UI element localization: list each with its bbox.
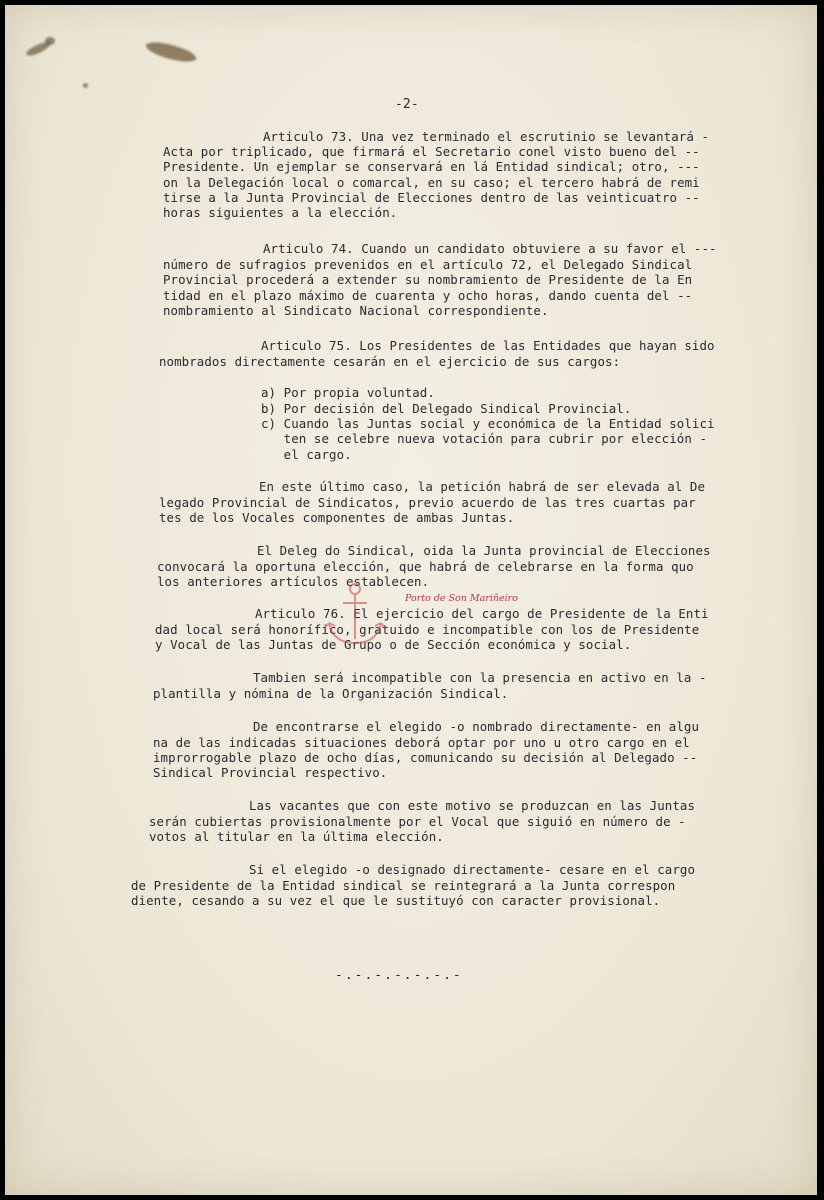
text-line: De encontrarse el elegido -o nombrado directamente- en algu — [253, 719, 700, 734]
list-item: b) Por decisión del Delegado Sindical Provincial. — [261, 401, 632, 416]
text-line: diente, cesando a su vez el que le sustituyó con caracter provisional. — [131, 893, 661, 908]
text-line: Articulo 76. El ejercicio del cargo de Presidente de la Enti — [255, 606, 709, 621]
page-number: -2- — [395, 97, 419, 112]
text-line: Articulo 75. Los Presidentes de las Entidades que hayan sido — [261, 338, 715, 353]
text-line: los anteriores artículos establecen. — [157, 574, 430, 589]
text-line: Acta por triplicado, que firmará el Secretario conel visto bueno del -- — [163, 144, 700, 159]
text-line: dad local será honorífico, gratuido e incompatible con los de Presidente — [155, 622, 700, 637]
text-line: tes de los Vocales componentes de ambas Juntas. — [159, 510, 515, 525]
text-line: de Presidente de la Entidad sindical se reintegrará a la Junta correspon — [131, 878, 676, 893]
text-line: na de las indicadas situaciones deborá optar por uno u otro cargo en el — [153, 735, 690, 750]
text-line: número de sufragios prevenidos en el artículo 72, el Delegado Sindical — [163, 257, 693, 272]
text-line: convocará la oportuna elección, que habrá de celebrarse en la forma quo — [157, 559, 694, 574]
text-line: El Deleg do Sindical, oida la Junta provincial de Elecciones — [257, 543, 711, 558]
document-page — [5, 5, 817, 1195]
text-line: Articulo 74. Cuando un candidato obtuviere a su favor el --- — [263, 241, 717, 256]
text-line: votos al titular en la última elección. — [149, 829, 444, 844]
text-line: nombramiento al Sindicato Nacional correspondiente. — [163, 303, 549, 318]
text-line: tidad en el plazo máximo de cuarenta y ocho horas, dando cuenta del -- — [163, 288, 693, 303]
list-item: a) Por propia voluntad. — [261, 385, 435, 400]
text-line: plantilla y nómina de la Organización Sindical. — [153, 686, 509, 701]
text-line: Presidente. Un ejemplar se conservará en lá Entidad sindical; otro, --- — [163, 159, 700, 174]
text-line: nombrados directamente cesarán en el ejercicio de sus cargos: — [159, 354, 621, 369]
anchor-stamp-icon — [319, 571, 415, 653]
closing-divider: -.-.-.-.-.-.- — [335, 968, 463, 983]
text-line: Articulo 73. Una vez terminado el escrutinio se levantará - — [263, 129, 710, 144]
stamp-label: Porto de Son Mariñeiro — [405, 593, 518, 604]
text-line: Si el elegido -o designado directamente- cesare en el cargo — [249, 862, 696, 877]
text-line: improrrogable plazo de ocho días, comunicando su decisión al Delegado -- — [153, 750, 698, 765]
text-line: on la Delegación local o comarcal, en su caso; el tercero habrá de remi — [163, 175, 700, 190]
text-line: legado Provincial de Sindicatos, previo acuerdo de las tres cuartas par — [159, 495, 696, 510]
text-line: serán cubiertas provisionalmente por el Vocal que siguió en número de - — [149, 814, 686, 829]
text-line: tirse a la Junta Provincial de Elecciones dentro de las veinticuatro -- — [163, 190, 700, 205]
list-item: ten se celebre nueva votación para cubrir por elección - — [261, 431, 708, 446]
text-line: Las vacantes que con este motivo se produzcan en las Juntas — [249, 798, 696, 813]
text-line: horas siguientes a la elección. — [163, 205, 398, 220]
text-line: Tambien será incompatible con la presencia en activo en la - — [253, 670, 707, 685]
text-line: Provincial procederá a extender su nombramiento de Presidente de la En — [163, 272, 693, 287]
list-item: c) Cuando las Juntas social y económica de la Entidad solici — [261, 416, 715, 431]
list-item: el cargo. — [261, 447, 352, 462]
text-line: y Vocal de las Juntas de Grupo o de Sección económica y social. — [155, 637, 632, 652]
text-line: Sindical Provincial respectivo. — [153, 765, 388, 780]
text-line: En este último caso, la petición habrá de ser elevada al De — [259, 479, 706, 494]
